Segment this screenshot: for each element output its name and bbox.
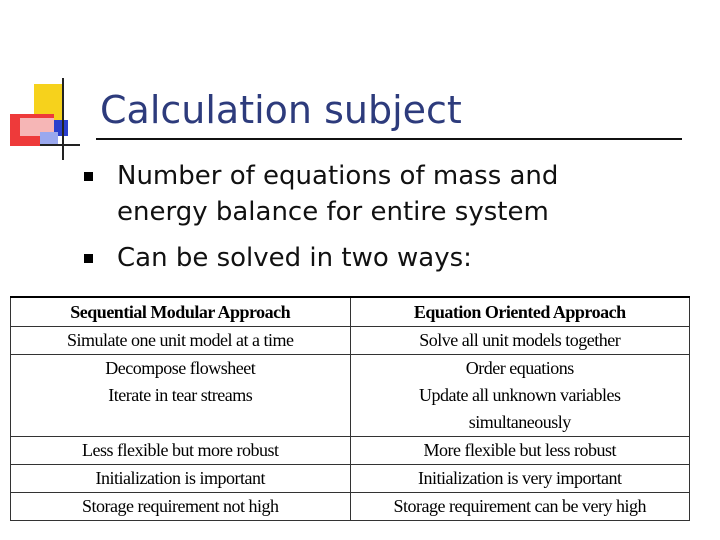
table-cell (350, 355, 690, 437)
cell-line: simultaneously (468, 412, 571, 432)
table-row (11, 327, 690, 355)
table-cell: More flexible but less robust (350, 437, 690, 465)
table-cell: Initialization is important (11, 465, 351, 493)
comparison-table (10, 296, 690, 521)
table-header-row (11, 297, 690, 327)
table-cell: Initialization is very important (350, 465, 690, 493)
cell-line: Update all unknown variables (419, 385, 621, 405)
table-cell: Storage requirement can be very high (350, 493, 690, 521)
cell-line: Order equations (465, 358, 574, 378)
table-cell: Simulate one unit model at a time (11, 327, 351, 355)
slide-title: Calculation subject (100, 88, 462, 132)
cell-line: Decompose flowsheet (105, 358, 256, 378)
title-underline (96, 138, 682, 140)
cell-line: Iterate in tear streams (108, 385, 253, 405)
square-bullet-icon (84, 254, 93, 263)
table-cell: Storage requirement not high (11, 493, 351, 521)
table-row (11, 355, 690, 437)
bullet-text: Can be solved in two ways: (117, 243, 472, 273)
header-sequential-modular: Sequential Modular Approach (11, 297, 351, 327)
table-cell: Solve all unit models together (350, 327, 690, 355)
decor-horizontal-line (40, 144, 80, 146)
table-row (11, 493, 690, 521)
decor-vertical-line (62, 78, 64, 160)
bullet-list (84, 158, 644, 276)
table-cell: Less flexible but more robust (11, 437, 351, 465)
cell-line (15, 409, 346, 436)
bullet-item (84, 158, 644, 230)
header-equation-oriented: Equation Oriented Approach (350, 297, 690, 327)
bullet-item (84, 240, 644, 276)
table-cell (11, 355, 351, 437)
square-bullet-icon (84, 172, 93, 181)
bullet-text: Number of equations of mass and energy balance for entire system (117, 161, 559, 227)
table-row (11, 465, 690, 493)
table-row (11, 437, 690, 465)
